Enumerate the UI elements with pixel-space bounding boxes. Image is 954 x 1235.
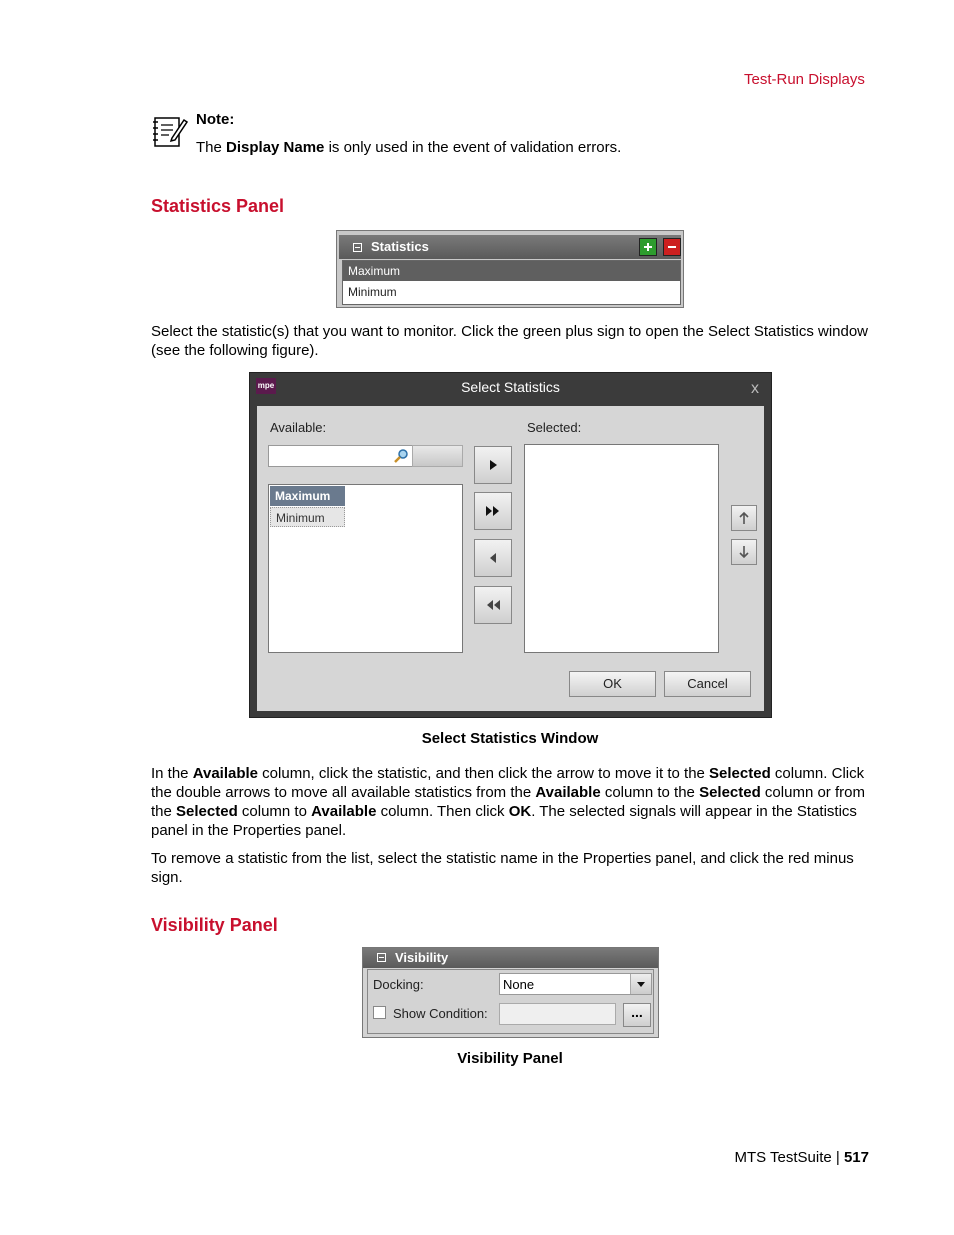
visibility-panel-body [367, 969, 654, 1034]
statistics-list [342, 260, 681, 305]
move-all-left-button[interactable] [474, 586, 512, 624]
visibility-panel-title: Visibility [395, 950, 449, 965]
selected-label: Selected: [527, 420, 582, 435]
close-icon[interactable]: x [751, 380, 759, 397]
select-statistics-dialog [249, 372, 772, 718]
move-right-button[interactable] [474, 446, 512, 484]
ok-button[interactable]: OK [569, 671, 656, 697]
visibility-panel-header [363, 948, 658, 968]
running-header: Test-Run Displays [744, 71, 865, 88]
arrow-left-icon [487, 552, 499, 564]
move-left-button[interactable] [474, 539, 512, 577]
move-all-right-button[interactable] [474, 492, 512, 530]
minus-icon [664, 239, 680, 255]
move-down-button[interactable] [731, 539, 757, 565]
statistics-panel-header [339, 235, 681, 259]
move-up-button[interactable] [731, 505, 757, 531]
page-footer: MTS TestSuite | 517 [734, 1149, 869, 1166]
collapse-icon[interactable] [377, 953, 386, 962]
ellipsis-button[interactable]: ... [623, 1003, 651, 1027]
available-list[interactable] [268, 484, 463, 653]
statistics-paragraph: Select the statistic(s) that you want to monitor. Click the green plus sign to open the Select Statistics window (see the following figure). [151, 323, 869, 359]
statistics-panel-heading: Statistics Panel [151, 196, 285, 216]
statistics-panel-title: Statistics [371, 239, 429, 254]
page-number: 517 [843, 1149, 869, 1166]
app-logo: mpe [256, 378, 276, 394]
available-label: Available: [270, 420, 327, 435]
show-condition-input[interactable] [499, 1003, 616, 1025]
list-item[interactable]: Maximum [343, 261, 680, 281]
arrow-right-icon [487, 459, 499, 471]
chevron-down-icon[interactable] [630, 974, 651, 994]
show-condition-checkbox[interactable] [373, 1006, 386, 1019]
note-text: The Display Name is only used in the event of validation errors. [196, 139, 622, 156]
dialog-title: Select Statistics [461, 379, 560, 395]
double-arrow-right-icon [485, 505, 501, 517]
double-arrow-left-icon [485, 599, 501, 611]
docking-label: Docking: [373, 977, 424, 992]
statistics-panel-image [336, 230, 684, 308]
add-statistic-button[interactable] [639, 238, 657, 256]
move-paragraph: In the Available column, click the statistic, and then click the arrow to move it to the Selected column. Click the double arrows to move all available statistics from the Available column to the Selected column or from the Selected column to Available column. Then click OK. The selected signals will appear in the Statistics panel in the Properties panel. [151, 765, 865, 839]
note-pencil-icon [152, 112, 188, 150]
list-item[interactable]: Maximum [270, 486, 345, 506]
figure-caption: Select Statistics Window [421, 730, 599, 747]
figure-caption: Visibility Panel [457, 1050, 563, 1067]
cancel-button[interactable]: Cancel [664, 671, 751, 697]
remove-statistic-button[interactable] [663, 238, 681, 256]
dialog-body [257, 406, 764, 711]
remove-paragraph: To remove a statistic from the list, select the statistic name in the Properties panel, and click the red minus sign. [151, 850, 854, 886]
arrow-down-icon [738, 545, 750, 559]
plus-icon [640, 239, 656, 255]
collapse-icon[interactable] [353, 243, 362, 252]
search-bar-end [412, 445, 463, 467]
list-item[interactable]: Minimum [348, 285, 397, 299]
search-input[interactable] [268, 445, 414, 467]
show-condition-label: Show Condition: [393, 1006, 488, 1021]
search-icon[interactable] [393, 448, 409, 464]
list-item[interactable]: Minimum [270, 507, 345, 527]
visibility-panel-heading: Visibility Panel [151, 915, 278, 935]
arrow-up-icon [738, 511, 750, 525]
visibility-panel-image [362, 947, 659, 1038]
note-title: Note: [196, 111, 235, 128]
docking-value: None [503, 977, 535, 992]
selected-list[interactable] [524, 444, 719, 653]
docking-select[interactable] [499, 973, 652, 995]
